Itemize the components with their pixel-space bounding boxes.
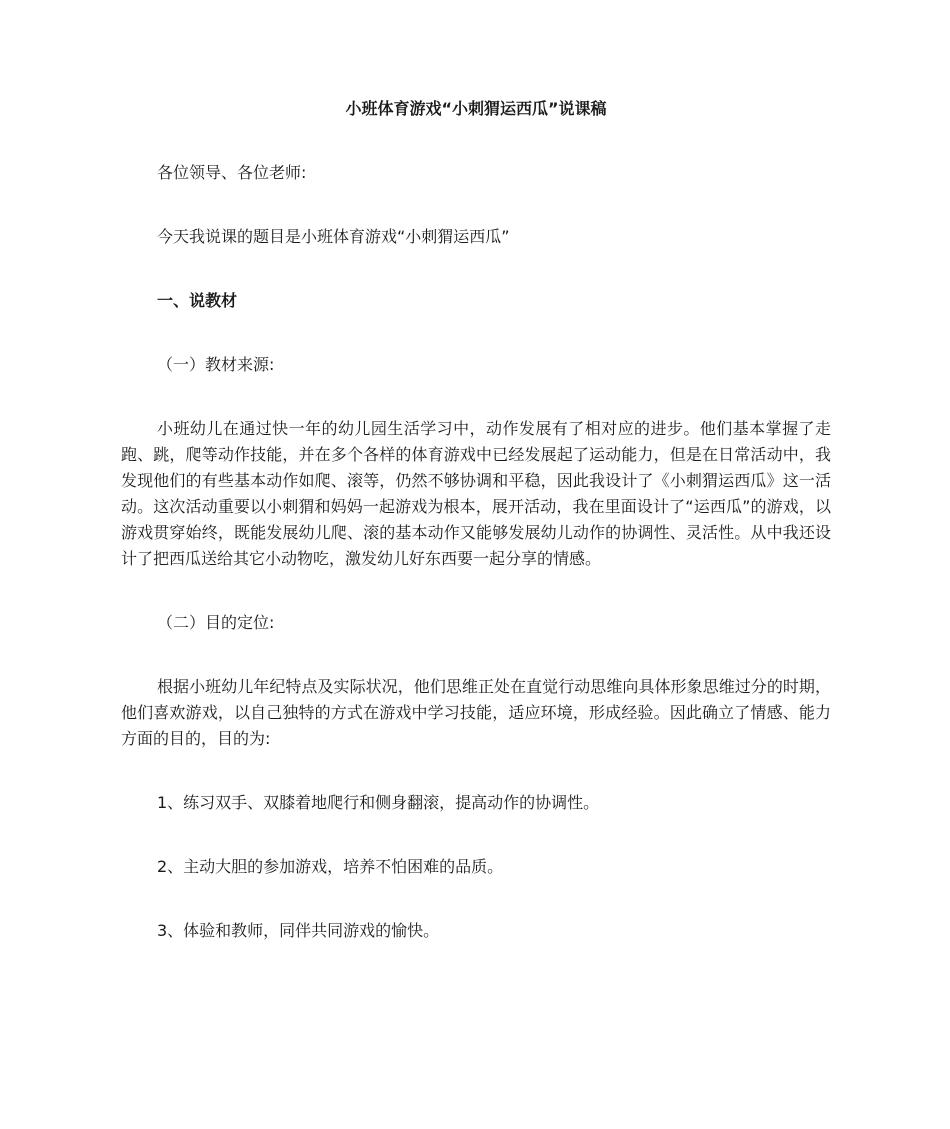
document-body: [121, 96, 831, 944]
subsection-heading-goal-positioning: （二）目的定位:: [157, 613, 275, 632]
goal-item: 2、主动大胆的参加游戏，培养不怕困难的品质。: [157, 857, 504, 876]
intro-paragraph: 今天我说课的题目是小班体育游戏“小刺猬运西瓜”: [157, 227, 510, 246]
goal-item: 1、练习双手、双膝着地爬行和侧身翻滚，提高动作的协调性。: [157, 793, 600, 812]
material-source-paragraph: 小班幼儿在通过快一年的幼儿园生活学习中，动作发展有了相对应的进步。他们基本掌握了走跑、跳，爬等动作技能，并在多个各样的体育游戏中已经发展起了运动能力，但是在日常活动中，我发现他们的有些基本动作如爬、滚等，仍然不够协调和平稳，因此我设计了《小刺猬运西瓜》这一活动。这次活动重要以小刺猬和妈妈一起游戏为根本，展开活动，我在里面设计了“运西瓜”的游戏，以游戏贯穿始终，既能发展幼儿爬、滚的基本动作又能够发展幼儿动作的协调性、灵活性。从中我还设计了把西瓜送给其它小动物吃，激发幼儿好东西要一起分享的情感。: [121, 419, 831, 568]
subsection-heading-material-source: （一）教材来源:: [157, 355, 275, 374]
goal-item: 3、体验和教师，同伴共同游戏的愉快。: [157, 921, 440, 940]
greeting-paragraph: 各位领导、各位老师:: [157, 163, 307, 182]
goal-positioning-paragraph: 根据小班幼儿年纪特点及实际状况，他们思维正处在直觉行动思维向具体形象思维过分的时期，他们喜欢游戏，以自己独特的方式在游戏中学习技能，适应环境，形成经验。因此确立了情感、能力方面的目的，目的为:: [121, 677, 831, 748]
section-heading-teaching-material: 一、说教材: [157, 291, 238, 310]
document-title: 小班体育游戏“小刺猬运西瓜”说课稿: [345, 99, 607, 118]
